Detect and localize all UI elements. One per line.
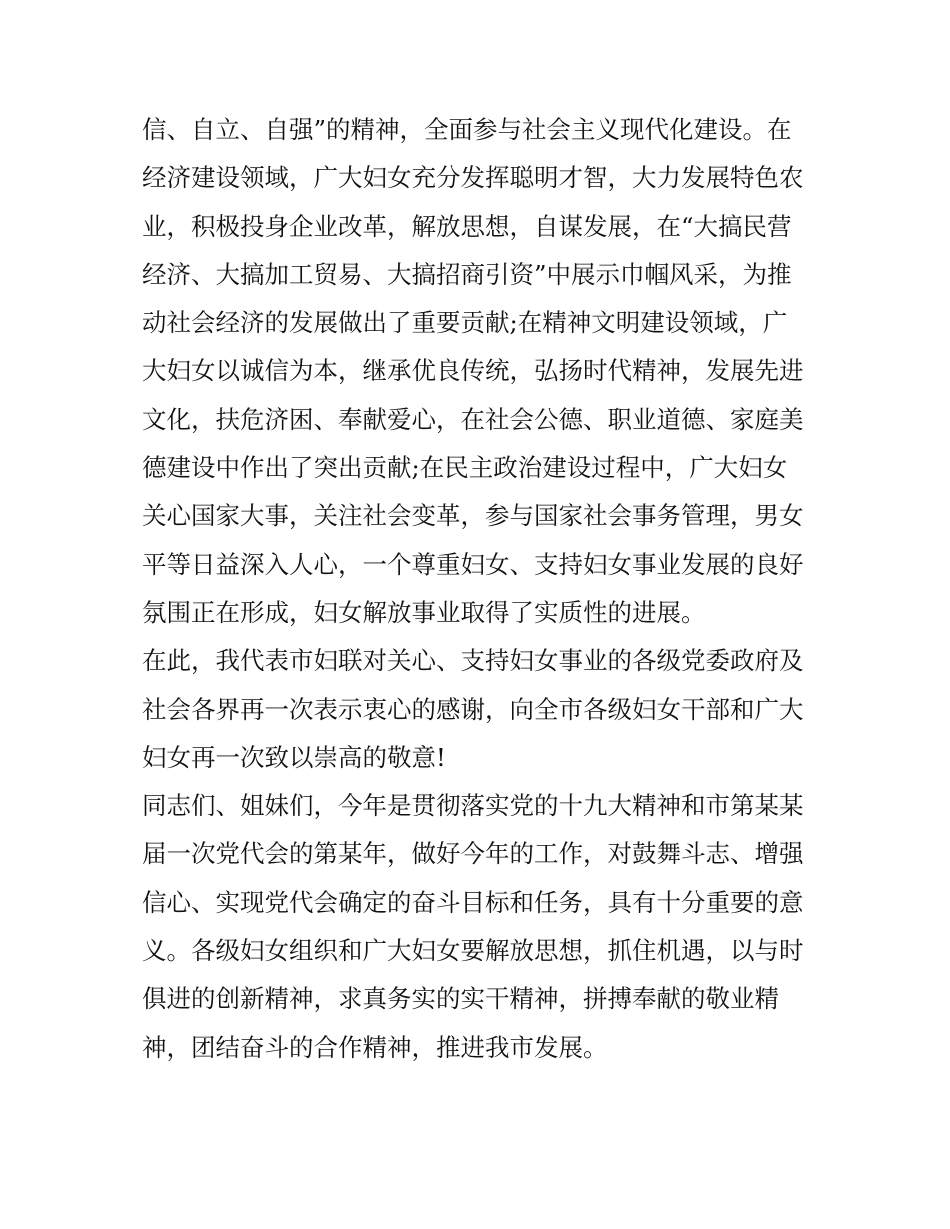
text-line: 文化，扶危济困、奉献爱心，在社会公德、职业道德、家庭美 <box>142 404 804 434</box>
text-line: 在此，我代表市妇联对关心、支持妇女事业的各级党委政府及 <box>142 646 804 676</box>
text-line: 同志们、姐妹们，今年是贯彻落实党的十九大精神和市第某某 <box>142 791 804 821</box>
text-line: 社会各界再一次表示衷心的感谢，向全市各级妇女干部和广大 <box>142 694 804 724</box>
document-body <box>142 106 822 1072</box>
text-line: 信心、实现党代会确定的奋斗目标和任务，具有十分重要的意 <box>142 887 804 917</box>
text-line: 业，积极投身企业改革，解放思想，自谋发展，在“大搞民营 <box>142 211 792 241</box>
text-line: 俱进的创新精神，求真务实的实干精神，拼搏奉献的敬业精 <box>142 984 779 1014</box>
paragraph-1 <box>142 106 822 637</box>
text-line: 氛围正在形成，妇女解放事业取得了实质性的进展。 <box>142 597 706 627</box>
text-line: 信、自立、自强”的精神，全面参与社会主义现代化建设。在 <box>142 115 792 144</box>
text-line: 关心国家大事，关注社会变革，参与国家社会事务管理，男女 <box>142 501 804 531</box>
text-line: 妇女再一次致以崇高的敬意! <box>142 742 446 772</box>
paragraph-2 <box>142 637 822 782</box>
paragraph-3 <box>142 782 822 1072</box>
text-line: 德建设中作出了突出贡献;在民主政治建设过程中，广大妇女 <box>142 453 788 483</box>
text-line: 神，团结奋斗的合作精神，推进我市发展。 <box>142 1032 608 1062</box>
text-line: 届一次党代会的第某年，做好今年的工作，对鼓舞斗志、增强 <box>142 839 804 869</box>
text-line: 经济、大搞加工贸易、大搞招商引资”中展示巾帼风采，为推 <box>142 259 792 289</box>
text-line: 平等日益深入人心，一个尊重妇女、支持妇女事业发展的良好 <box>142 549 804 579</box>
text-line: 经济建设领域，广大妇女充分发挥聪明才智，大力发展特色农 <box>142 163 804 193</box>
text-line: 动社会经济的发展做出了重要贡献;在精神文明建设领域，广 <box>142 308 788 338</box>
text-line: 大妇女以诚信为本，继承优良传统，弘扬时代精神，发展先进 <box>142 356 804 386</box>
text-line: 义。各级妇女组织和广大妇女要解放思想，抓住机遇，以与时 <box>142 936 804 966</box>
